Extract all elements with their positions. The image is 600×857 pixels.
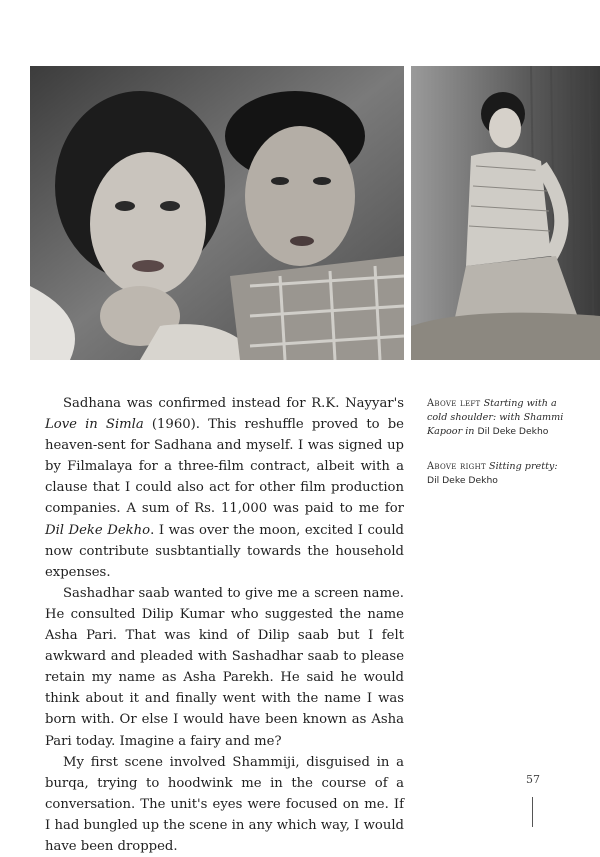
caption-left-label: Above left [427,398,481,409]
caption-right-film: Dil Deke Dekho [427,474,498,486]
page-number: 57 [526,773,540,786]
caption-right-label: Above right [427,460,486,472]
photo-right [411,66,600,360]
captions [427,397,567,508]
caption-left-film: Dil Deke Dekho [477,426,549,438]
photo-right-image [411,66,600,360]
film-title-love-in-simla: Love in Simla [45,417,144,433]
paragraph-3: My first scene involved Shammiji, disguised in a burqa, trying to hoodwink me in the course of a conversation. The unit's eyes were focused on me. If I had bungled up the scene in any which way, I would have been dropped. [45,754,404,854]
photo-left [30,66,404,360]
body-text [45,393,404,857]
caption-left-text: Starting with a cold shoulder: with Shammi Kapoor in [427,398,564,438]
paragraph-1 [45,393,404,583]
page-rule [532,797,533,827]
caption-right-text: Sitting pretty: [489,460,558,472]
paragraph-2: Sashadhar saab wanted to give me a screen name. He consulted Dilip Kumar who suggested the name Asha Pari. That was kind of Dilip saab but I felt awkward and pleaded with Sashadhar saab to please retain my name as Asha Parekh. He said he would think about it and finally went with the name I was born with. Or else I would have been known as Asha Pari today. Imagine a fairy and me? [45,585,404,749]
film-title-dil-deke-dekho: Dil Deke Dekho [45,522,151,538]
caption-left [427,397,567,440]
p1-text-mid: (1960). This reshuffle proved to be heaven-sent for Sadhana and myself. I was signed up by Filmalaya for a three-film contract, albeit with a clause that I could also act for other film production companies. A sum of Rs. 11,000 was paid to me for [45,417,404,517]
caption-right [427,460,567,488]
p1-text-pre: Sadhana was confirmed instead for R.K. Nayyar's [63,396,404,411]
p1-text-post: . I was over the moon, excited I could now contribute susbtantially towards the household expenses. [45,522,404,580]
photo-left-image [30,66,404,360]
